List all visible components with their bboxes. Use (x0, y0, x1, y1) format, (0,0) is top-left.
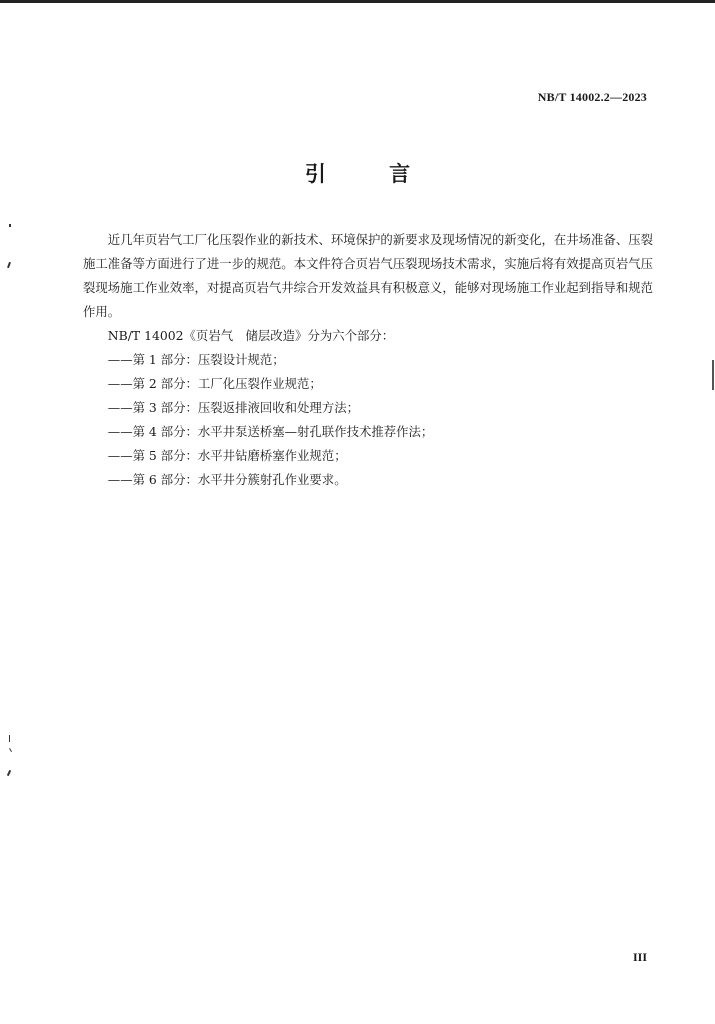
page-title: 引 言 (304, 162, 439, 186)
introduction-body (83, 228, 653, 492)
parts-intro: NB/T 14002《页岩气 储层改造》分为六个部分： (107, 328, 395, 343)
list-item-part-2: ——第 2 部分：工厂化压裂作业规范； (107, 376, 322, 391)
scan-speck (9, 224, 11, 227)
list-item-part-6: ——第 6 部分：水平井分簇射孔作业要求。 (107, 472, 347, 487)
scan-speck (9, 748, 12, 752)
scan-edge-mark (712, 360, 714, 390)
page-number: III (632, 950, 647, 964)
list-item-part-3: ——第 3 部分：压裂返排液回收和处理方法； (107, 400, 359, 415)
list-item-part-5: ——第 5 部分：水平井钻磨桥塞作业规范； (107, 448, 347, 463)
scan-speck (7, 770, 11, 776)
list-item-part-1: ——第 1 部分：压裂设计规范； (107, 352, 285, 367)
parts-list (83, 348, 653, 492)
standard-code-header: NB/T 14002.2—2023 (537, 90, 647, 104)
scan-speck (7, 262, 11, 268)
top-border-rule (0, 0, 715, 3)
scan-speck (9, 735, 10, 742)
list-item-part-4: ——第 4 部分：水平井泵送桥塞—射孔联作技术推荐作法； (107, 424, 434, 439)
intro-paragraph: 近几年页岩气工厂化压裂作业的新技术、环境保护的新要求及现场情况的新变化，在井场准备、压裂施工准备等方面进行了进一步的规范。本文件符合页岩气压裂现场技术需求，实施后将有效提高页岩气压裂现场施工作业效率，对提高页岩气井综合开发效益具有积极意义，能够对现场施工作业起到指导和规范作用。 (83, 232, 653, 319)
